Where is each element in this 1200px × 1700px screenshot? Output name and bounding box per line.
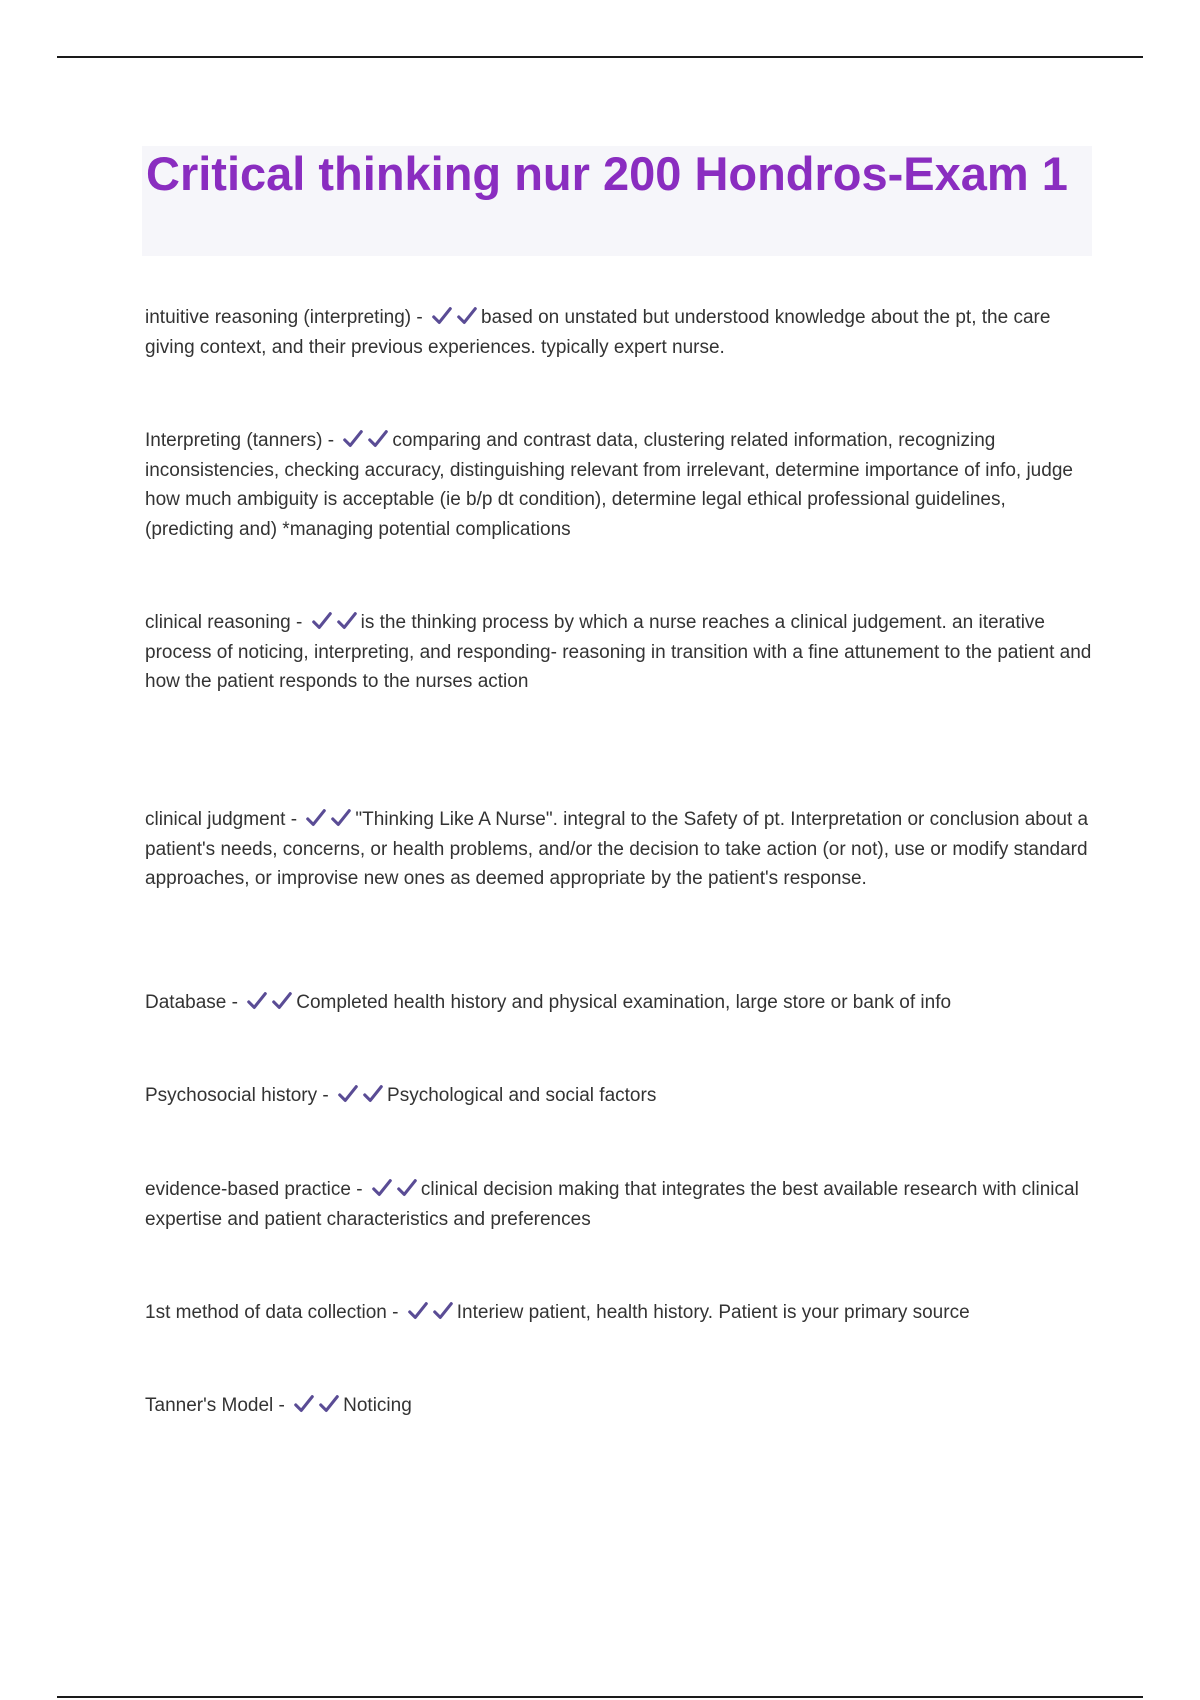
flashcard-entry [145,1391,1095,1421]
check-icon [311,610,333,632]
entry-separator: - [356,1179,363,1200]
entry-term: clinical judgment [145,809,286,830]
check-icon [342,428,364,450]
flashcard-entry [145,1298,1095,1328]
check-icon [305,807,327,829]
check-icon [407,1300,429,1322]
entry-term: intuitive reasoning (interpreting) [145,307,412,328]
check-icon [431,305,453,327]
flashcard-entry [145,608,1095,697]
check-icon [432,1300,454,1322]
entry-separator: - [278,1395,285,1416]
flashcard-entry [145,303,1095,362]
entry-term: Psychosocial history [145,1085,318,1106]
entry-separator: - [392,1302,399,1323]
check-icon [456,305,478,327]
entry-definition: clinical decision making that integrates the best available research with clinical expertise and patient characteristics and preferences [145,1179,1079,1230]
flashcard-entry [145,988,1095,1018]
check-icon [293,1393,315,1415]
top-rule [57,56,1143,58]
page-title: Critical thinking nur 200 Hondros-Exam 1 [146,147,1068,200]
entry-separator: - [416,307,423,328]
check-icon [371,1177,393,1199]
entry-separator: - [231,992,238,1013]
entry-definition: comparing and contrast data, clustering related information, recognizing inconsistencies, checking accuracy, distinguishing relevant from irrelevant, determine importance of info, judge how much ambiguity is acceptable (ie b/p dt condition), determine legal ethical professional guidelines, (predicting and) *managing potential complications [145,430,1073,540]
entry-definition: Interiew patient, health history. Patient is your primary source [456,1302,970,1323]
check-icon [336,610,358,632]
flashcard-entry [145,426,1095,544]
entry-term: Tanner's Model [145,1395,274,1416]
entry-definition: based on unstated but understood knowledge about the pt, the care giving context, and their previous experiences. typically expert nurse. [145,307,1051,358]
check-icon [318,1393,340,1415]
entry-separator: - [296,612,303,633]
flashcard-entry [145,1081,1095,1111]
check-icon [337,1083,359,1105]
flashcard-entry [145,1175,1095,1234]
check-icon [330,807,352,829]
entry-term: evidence-based practice [145,1179,351,1200]
entry-separator: - [322,1085,329,1106]
entry-separator: - [290,809,298,830]
entry-definition: "Thinking Like A Nurse". integral to the Safety of pt. Interpretation or conclusion about a patient's needs, concerns, or health problems, and/or the decision to take action (or not), use or modify standard approaches, or improvise new ones as deemed appropriate by the patient's response. [145,809,1089,889]
entry-term: 1st method of data collection [145,1302,387,1323]
entry-definition: Noticing [343,1395,412,1416]
check-icon [362,1083,384,1105]
check-icon [246,990,268,1012]
entry-definition: Psychological and social factors [387,1085,657,1106]
entry-separator: - [327,430,335,451]
flashcard-entry [145,805,1095,894]
entry-definition: Completed health history and physical examination, large store or bank of info [296,992,952,1013]
entry-term: clinical reasoning [145,612,291,633]
bottom-rule [57,1696,1143,1698]
entry-term: Interpreting (tanners) [145,430,323,451]
title-banner [142,146,1092,256]
check-icon [367,428,389,450]
entry-definition: is the thinking process by which a nurse reaches a clinical judgement. an iterative process of noticing, interpreting, and responding- reasoning in transition with a fine attunement to the patient and how the patient responds to the nurses action [145,612,1092,692]
entry-term: Database [145,992,227,1013]
check-icon [396,1177,418,1199]
check-icon [271,990,293,1012]
